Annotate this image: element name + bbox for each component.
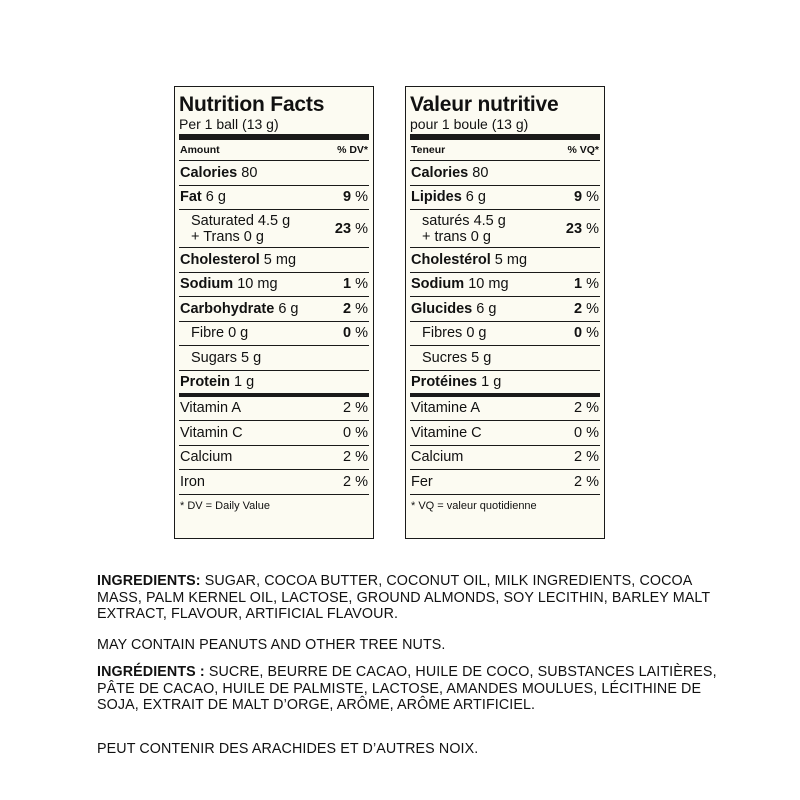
calcium-label: Calcium <box>411 449 464 466</box>
ingredients-heading: INGRÉDIENTS : <box>97 664 205 680</box>
fat-dv: 9 <box>342 189 352 206</box>
nutrition-facts-panel-english <box>174 86 374 539</box>
iron-label: Iron <box>180 473 205 490</box>
saturated-fat: Saturated 4.5 g <box>191 212 291 229</box>
sodium-row: Sodium 10 mg 1 % <box>179 273 369 298</box>
sugars-text: Sucres 5 g <box>422 349 492 366</box>
calories-row <box>179 161 369 186</box>
protein-amount: 1 g <box>233 373 255 390</box>
protein-label: Protein <box>180 373 230 390</box>
vitamin-c-label: Vitamine C <box>411 424 482 441</box>
vitamin-c-row <box>179 421 369 446</box>
saturated-trans-row: saturés 4.5 g + trans 0 g 23 % <box>410 210 600 248</box>
cholesterol-amount: 5 mg <box>494 251 528 268</box>
sodium-label: Sodium <box>180 276 234 293</box>
iron-row <box>179 470 369 495</box>
serving-size: pour 1 boule (13 g) <box>410 116 529 132</box>
cholesterol-label: Cholesterol <box>180 251 260 268</box>
calcium-row <box>179 446 369 471</box>
may-contain-french: PEUT CONTENIR DES ARACHIDES ET D’AUTRES NOIX. <box>97 741 479 757</box>
protein-row <box>410 371 600 397</box>
calcium-dv: 2 % <box>574 449 599 466</box>
fibre-text: Fibre 0 g <box>191 325 249 342</box>
sodium-amount: 10 mg <box>468 276 509 293</box>
serving-size: Per 1 ball (13 g) <box>179 116 279 132</box>
calories-label: Calories <box>411 164 469 181</box>
vitamin-a-dv: 2 % <box>574 400 599 417</box>
panel-title: Nutrition Facts <box>179 93 325 116</box>
fat-row: Fat 6 g 9 % <box>179 186 369 211</box>
ingredients-heading: INGREDIENTS: <box>97 573 201 589</box>
saturated-fat: saturés 4.5 g <box>422 212 506 229</box>
sodium-amount: 10 mg <box>237 276 278 293</box>
cholesterol-row <box>410 248 600 273</box>
iron-row <box>410 470 600 495</box>
fat-amount: 6 g <box>205 189 226 206</box>
saturated-trans-row: Saturated 4.5 g + Trans 0 g 23 % <box>179 210 369 248</box>
calories-label: Calories <box>180 164 238 181</box>
trans-fat: + trans 0 g <box>422 228 491 245</box>
nutrition-facts-panel-french <box>405 86 605 539</box>
fat-row: Lipides 6 g 9 % <box>410 186 600 211</box>
fibre-row: Fibres 0 g 0 % <box>410 322 600 347</box>
sodium-label: Sodium <box>411 276 465 293</box>
fat-label: Lipides <box>411 189 462 206</box>
ingredients-french <box>97 664 717 714</box>
carb-dv: 2 <box>342 300 352 317</box>
protein-label: Protéines <box>411 373 478 390</box>
saturated-dv: 23 <box>565 220 583 237</box>
protein-row <box>179 371 369 397</box>
carb-amount: 6 g <box>278 300 299 317</box>
sugars-text: Sugars 5 g <box>191 349 262 366</box>
cholesterol-row <box>179 248 369 273</box>
vitamin-a-dv: 2 % <box>343 400 368 417</box>
iron-label: Fer <box>411 473 433 490</box>
sodium-row: Sodium 10 mg 1 % <box>410 273 600 298</box>
calcium-row <box>410 446 600 471</box>
ingredients-text: SUCRE, BEURRE DE CACAO, HUILE DE COCO, SUBSTANCES LAITIÈRES, PÂTE DE CACAO, HUILE DE PALMISTE, LACTOSE, AMANDES MOULUES, LÉCITHINE DE SOJA, EXTRAIT DE MALT D’ORGE, ARÔME, ARÔME ARTIFICIEL. <box>97 664 717 713</box>
iron-dv: 2 % <box>343 473 368 490</box>
calories-value: 80 <box>241 164 258 181</box>
carb-label: Carbohydrate <box>180 300 275 317</box>
column-header <box>179 140 369 161</box>
dv-header: % VQ* <box>567 144 599 156</box>
fat-amount: 6 g <box>465 189 486 206</box>
column-header <box>410 140 600 161</box>
sodium-dv: 1 <box>573 276 583 293</box>
footnote: * VQ = valeur quotidienne <box>411 499 537 512</box>
ingredients-text: SUGAR, COCOA BUTTER, COCONUT OIL, MILK INGREDIENTS, COCOA MASS, PALM KERNEL OIL, LACTOSE, GROUND ALMONDS, SOY LECITHIN, BARLEY MALT EXTRACT, FLAVOUR, ARTIFICIAL FLAVOUR. <box>97 573 710 622</box>
vitamin-c-dv: 0 % <box>343 424 368 441</box>
vitamin-a-label: Vitamine A <box>411 400 481 417</box>
protein-amount: 1 g <box>481 373 502 390</box>
fibre-text: Fibres 0 g <box>422 325 487 342</box>
fibre-row: Fibre 0 g 0 % <box>179 322 369 347</box>
vitamin-c-row <box>410 421 600 446</box>
iron-dv: 2 % <box>574 473 599 490</box>
vitamin-c-dv: 0 % <box>574 424 599 441</box>
amount-header: Teneur <box>411 144 446 156</box>
calcium-dv: 2 % <box>343 449 368 466</box>
carb-label: Glucides <box>411 300 473 317</box>
fibre-dv: 0 <box>573 325 583 342</box>
trans-fat: + Trans 0 g <box>191 228 264 245</box>
carb-amount: 6 g <box>476 300 497 317</box>
cholesterol-label: Cholestérol <box>411 251 491 268</box>
footnote: * DV = Daily Value <box>180 499 270 512</box>
calories-row <box>410 161 600 186</box>
fibre-dv: 0 <box>342 325 352 342</box>
carbohydrate-row: Glucides 6 g 2 % <box>410 297 600 322</box>
vitamin-a-label: Vitamin A <box>180 400 241 417</box>
sugars-row <box>410 346 600 371</box>
sodium-dv: 1 <box>342 276 352 293</box>
saturated-dv: 23 <box>334 220 352 237</box>
calcium-label: Calcium <box>180 449 233 466</box>
panel-title: Valeur nutritive <box>410 93 559 116</box>
vitamin-a-row <box>410 397 600 422</box>
fat-label: Fat <box>180 189 202 206</box>
may-contain-english: MAY CONTAIN PEANUTS AND OTHER TREE NUTS. <box>97 637 446 653</box>
fat-dv: 9 <box>573 189 583 206</box>
vitamin-a-row <box>179 397 369 422</box>
sugars-row <box>179 346 369 371</box>
dv-header: % DV* <box>337 144 368 156</box>
vitamin-c-label: Vitamin C <box>180 424 243 441</box>
cholesterol-amount: 5 mg <box>263 251 297 268</box>
carb-dv: 2 <box>573 300 583 317</box>
amount-header: Amount <box>180 144 220 156</box>
carbohydrate-row: Carbohydrate 6 g 2 % <box>179 297 369 322</box>
calories-value: 80 <box>472 164 489 181</box>
ingredients-english <box>97 573 717 623</box>
